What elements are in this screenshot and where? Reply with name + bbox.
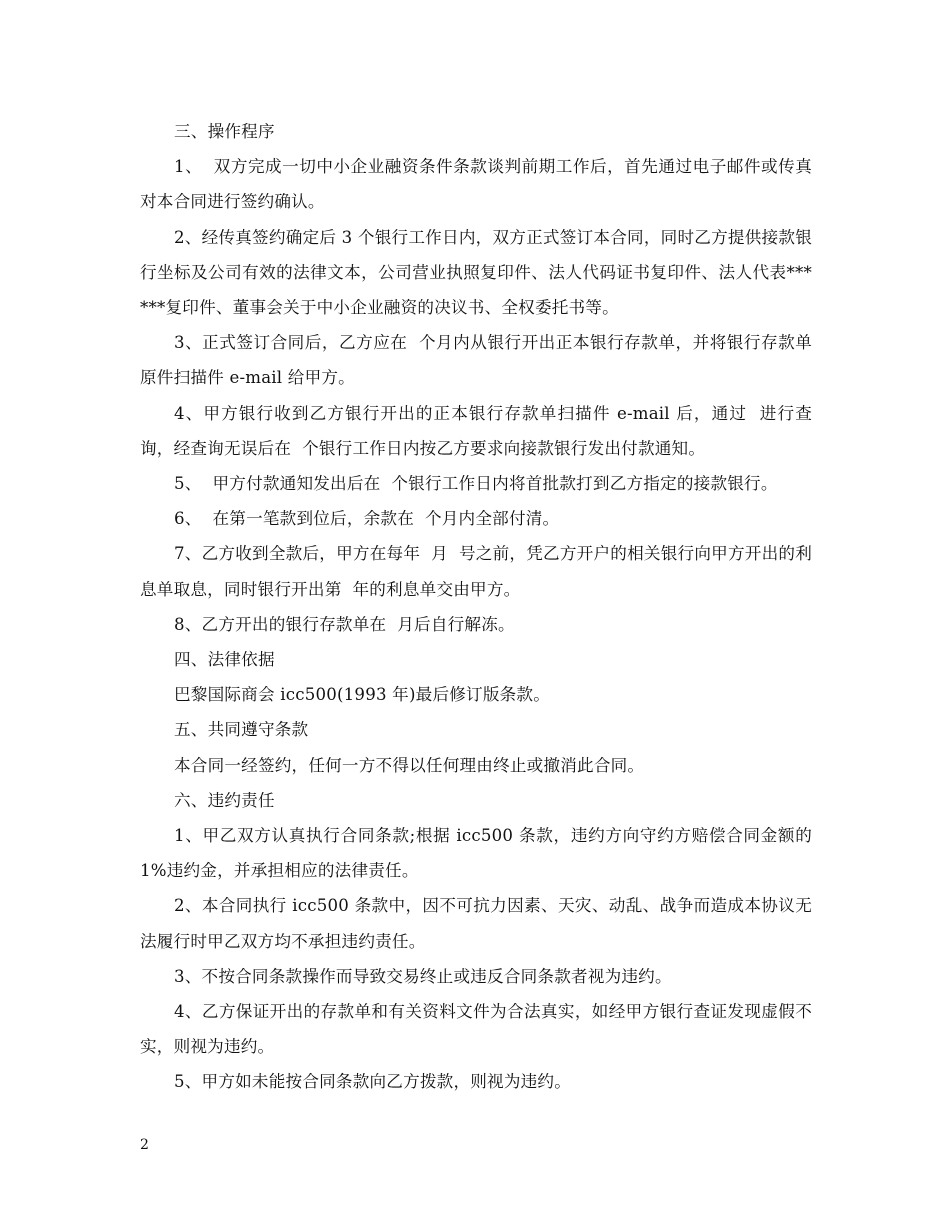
- section-heading-common-terms: 五、共同遵守条款: [174, 720, 309, 740]
- liability-item-5: 5、甲方如未能按合同条款向乙方拨款，则视为违约。: [174, 1072, 572, 1092]
- page-number: 2: [140, 1137, 149, 1153]
- procedure-item-1: 1、 双方完成一切中小企业融资条件条款谈判前期工作后，首先通过电子邮件或传真对本合同进行签约确认。: [140, 157, 812, 212]
- procedure-item-2: 2、经传真签约确定后 3 个银行工作日内，双方正式签订本合同，同时乙方提供接款银行坐标及公司有效的法律文本，公司营业执照复印件、法人代码证书复印件、法人代表******复印件、董事会关于中小企业融资的决议书、全权委托书等。: [140, 227, 812, 318]
- document-body: [140, 114, 818, 1100]
- procedure-item-6: 6、 在第一笔款到位后，余款在 个月内全部付清。: [174, 509, 560, 529]
- procedure-item-4: 4、甲方银行收到乙方银行开出的正本银行存款单扫描件 e-mail 后，通过 进行查询，经查询无误后在 个银行工作日内按乙方要求向接款银行发出付款通知。: [140, 403, 812, 458]
- liability-item-4: 4、乙方保证开出的存款单和有关资料文件为合法真实，如经甲方银行查证发现虚假不实，则视为违约。: [140, 1002, 812, 1057]
- section-heading-procedure: 三、操作程序: [174, 122, 275, 141]
- liability-item-3: 3、不按合同条款操作而导致交易终止或违反合同条款者视为违约。: [174, 966, 672, 986]
- common-terms-text: 本合同一经签约，任何一方不得以任何理由终止或撤消此合同。: [174, 755, 645, 775]
- section-heading-legal-basis: 四、法律依据: [174, 650, 275, 670]
- procedure-item-3: 3、正式签订合同后，乙方应在 个月内从银行开出正本银行存款单，并将银行存款单原件扫描件 e-mail 给甲方。: [140, 333, 812, 388]
- section-heading-liability: 六、违约责任: [174, 790, 275, 810]
- liability-item-1: 1、甲乙双方认真执行合同条款;根据 icc500 条款，违约方向守约方赔偿合同金额的 1%违约金，并承担相应的法律责任。: [140, 826, 818, 881]
- procedure-item-5: 5、 甲方付款通知发出后在 个银行工作日内将首批款打到乙方指定的接款银行。: [174, 474, 778, 494]
- liability-item-2: 2、本合同执行 icc500 条款中，因不可抗力因素、天灾、动乱、战争而造成本协议无法履行时甲乙双方均不承担违约责任。: [140, 896, 812, 951]
- procedure-item-7: 7、乙方收到全款后，甲方在每年 月 号之前，凭乙方开户的相关银行向甲方开出的利息单取息，同时银行开出第 年的利息单交由甲方。: [140, 544, 812, 599]
- procedure-item-8: 8、乙方开出的银行存款单在 月后自行解冻。: [174, 614, 515, 634]
- legal-basis-text: 巴黎国际商会 icc500(1993 年)最后修订版条款。: [174, 685, 550, 705]
